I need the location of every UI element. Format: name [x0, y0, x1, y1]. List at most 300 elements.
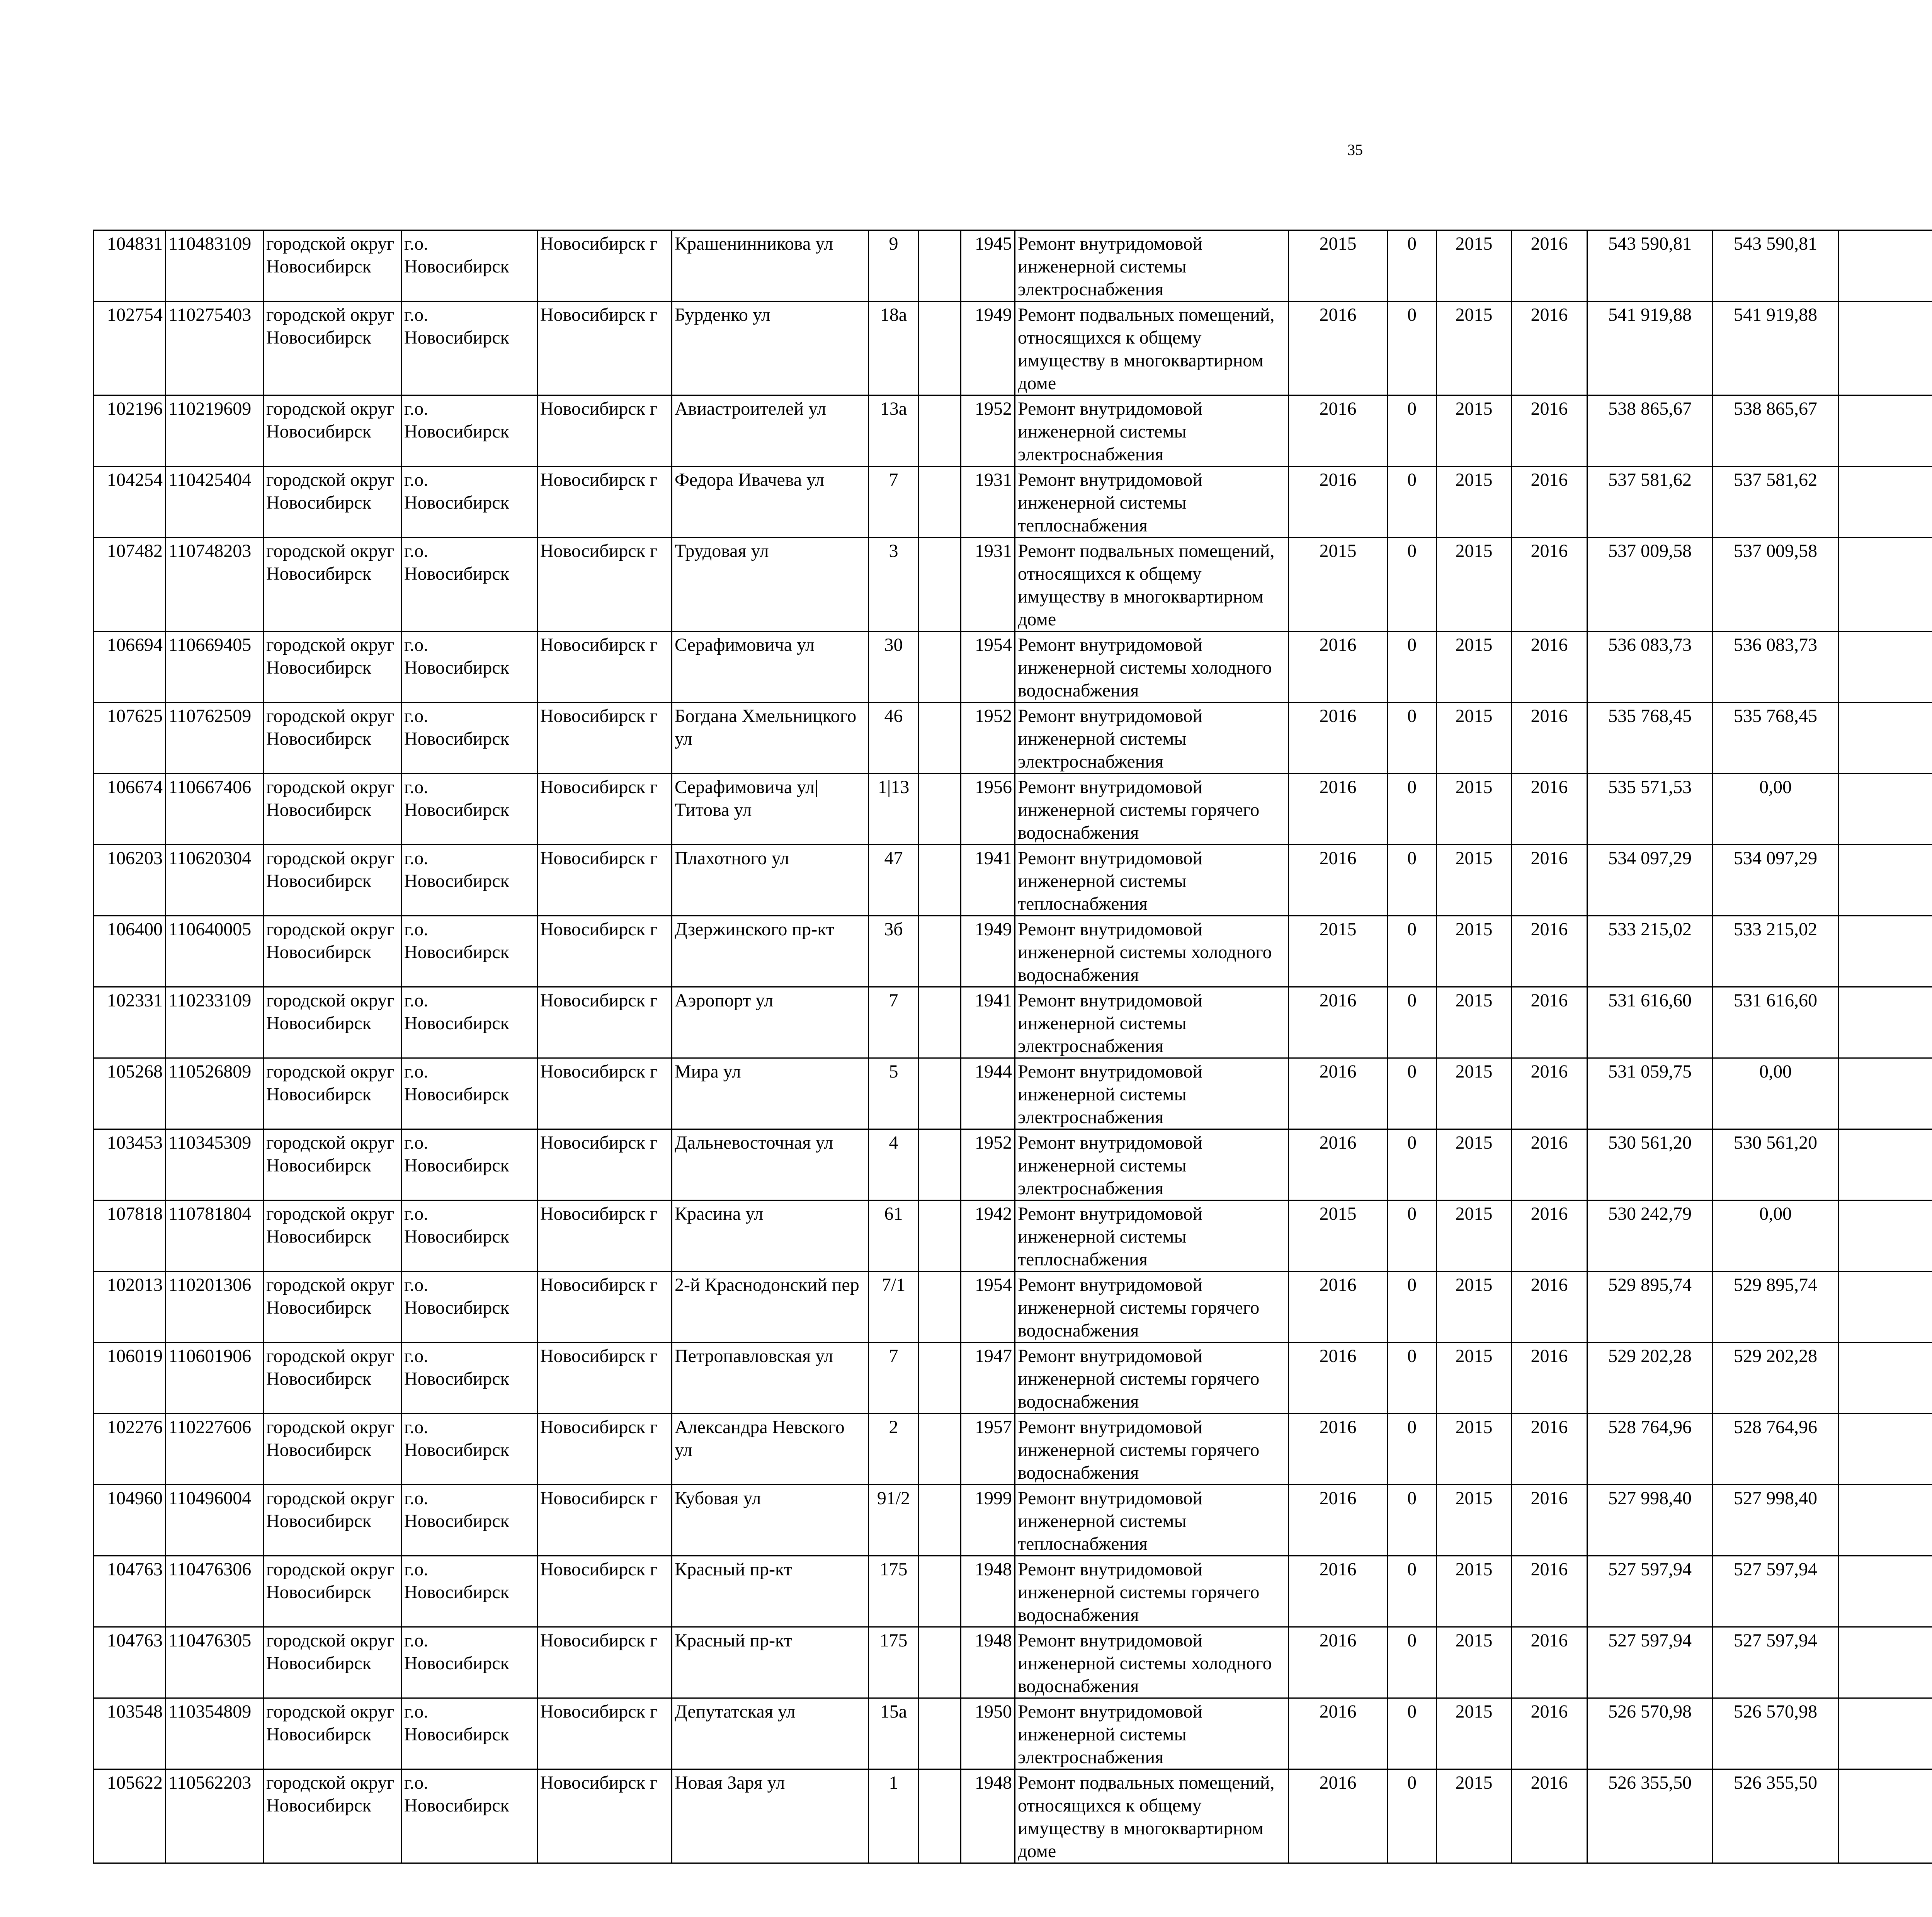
cell-house-id: 103453 [94, 1129, 166, 1200]
cell-house-number: 46 [869, 703, 919, 774]
cell-building-number [919, 1485, 961, 1556]
cell-municipal-district: городской округ Новосибирск [264, 632, 401, 703]
cell-object-id: 110219609 [166, 395, 264, 466]
cell-house-id: 105622 [94, 1769, 166, 1863]
cell-start-year: 2015 [1437, 1698, 1512, 1769]
cell-fund-cost: 533 215,02 [1713, 916, 1838, 987]
cell-house-id: 106694 [94, 632, 166, 703]
cell-street: Серафимовича ул|Титова ул [672, 774, 869, 845]
cell-fund-cost: 530 561,20 [1713, 1129, 1838, 1200]
cell-plan-year: 2016 [1289, 301, 1388, 395]
cell-house-id: 104763 [94, 1627, 166, 1698]
cell-total-cost: 528 764,96 [1587, 1414, 1713, 1485]
table-row [94, 1556, 1932, 1627]
cell-cost-flag: 0 [1388, 1556, 1437, 1627]
cell-plan-year: 2015 [1289, 1200, 1388, 1272]
cell-house-id: 104763 [94, 1556, 166, 1627]
cell-work-type: Ремонт внутридомовой инженерной системы холодного водоснабжения [1015, 1627, 1289, 1698]
cell-locality: Новосибирск г [537, 1414, 672, 1485]
cell-end-year: 2016 [1512, 1058, 1587, 1129]
cell-end-year: 2016 [1512, 632, 1587, 703]
cell-house-id: 107625 [94, 703, 166, 774]
cell-municipality: г.о. Новосибирск [401, 1129, 537, 1200]
table-row [94, 1343, 1932, 1414]
cell-locality: Новосибирск г [537, 1627, 672, 1698]
cell-house-number: 2 [869, 1414, 919, 1485]
cell-object-id: 110233109 [166, 987, 264, 1058]
cell-fund-cost: 534 097,29 [1713, 845, 1838, 916]
cell-fund-cost: 541 919,88 [1713, 301, 1838, 395]
cell-building-number [919, 703, 961, 774]
cell-object-id: 110201306 [166, 1272, 264, 1343]
cell-extra-col-16 [1838, 703, 1932, 774]
cell-municipal-district: городской округ Новосибирск [264, 1414, 401, 1485]
cell-municipality: г.о. Новосибирск [401, 774, 537, 845]
cell-street: Кубовая ул [672, 1485, 869, 1556]
cell-house-id: 106674 [94, 774, 166, 845]
cell-municipality: г.о. Новосибирск [401, 1627, 537, 1698]
cell-locality: Новосибирск г [537, 1769, 672, 1863]
cell-locality: Новосибирск г [537, 774, 672, 845]
cell-locality: Новосибирск г [537, 1058, 672, 1129]
cell-plan-year: 2016 [1289, 1343, 1388, 1414]
cell-municipal-district: городской округ Новосибирск [264, 301, 401, 395]
cell-fund-cost: 0,00 [1713, 1200, 1838, 1272]
cell-total-cost: 534 097,29 [1587, 845, 1713, 916]
cell-cost-flag: 0 [1388, 1343, 1437, 1414]
cell-total-cost: 527 597,94 [1587, 1627, 1713, 1698]
page-number: 35 [1347, 141, 1363, 158]
cell-object-id: 110762509 [166, 703, 264, 774]
cell-house-id: 105268 [94, 1058, 166, 1129]
cell-locality: Новосибирск г [537, 1698, 672, 1769]
cell-commission-year: 1948 [961, 1556, 1015, 1627]
cell-street: Мира ул [672, 1058, 869, 1129]
cell-end-year: 2016 [1512, 1414, 1587, 1485]
table-row [94, 1769, 1932, 1863]
cell-work-type: Ремонт внутридомовой инженерной системы электроснабжения [1015, 1129, 1289, 1200]
cell-house-id: 102196 [94, 395, 166, 466]
cell-extra-col-16 [1838, 916, 1932, 987]
cell-locality: Новосибирск г [537, 1200, 672, 1272]
cell-cost-flag: 0 [1388, 1769, 1437, 1863]
cell-cost-flag: 0 [1388, 1200, 1437, 1272]
cell-house-id: 104254 [94, 466, 166, 538]
cell-plan-year: 2016 [1289, 1769, 1388, 1863]
cell-municipality: г.о. Новосибирск [401, 395, 537, 466]
cell-building-number [919, 1556, 961, 1627]
cell-municipal-district: городской округ Новосибирск [264, 1129, 401, 1200]
cell-municipality: г.о. Новосибирск [401, 632, 537, 703]
cell-work-type: Ремонт подвальных помещений, относящихся к общему имуществу в многоквартирном доме [1015, 538, 1289, 632]
cell-cost-flag: 0 [1388, 1627, 1437, 1698]
cell-street: Новая Заря ул [672, 1769, 869, 1863]
cell-plan-year: 2016 [1289, 1414, 1388, 1485]
cell-commission-year: 1950 [961, 1698, 1015, 1769]
cell-total-cost: 531 059,75 [1587, 1058, 1713, 1129]
cell-locality: Новосибирск г [537, 1272, 672, 1343]
cell-total-cost: 537 009,58 [1587, 538, 1713, 632]
cell-street: Трудовая ул [672, 538, 869, 632]
cell-total-cost: 526 355,50 [1587, 1769, 1713, 1863]
cell-fund-cost: 526 570,98 [1713, 1698, 1838, 1769]
cell-house-number: 175 [869, 1556, 919, 1627]
table-row [94, 774, 1932, 845]
cell-end-year: 2016 [1512, 538, 1587, 632]
cell-plan-year: 2016 [1289, 1556, 1388, 1627]
cell-work-type: Ремонт подвальных помещений, относящихся к общему имуществу в многоквартирном доме [1015, 301, 1289, 395]
cell-total-cost: 543 590,81 [1587, 230, 1713, 301]
cell-total-cost: 535 768,45 [1587, 703, 1713, 774]
cell-fund-cost: 527 597,94 [1713, 1556, 1838, 1627]
cell-object-id: 110667406 [166, 774, 264, 845]
cell-municipal-district: городской округ Новосибирск [264, 774, 401, 845]
cell-object-id: 110345309 [166, 1129, 264, 1200]
cell-total-cost: 535 571,53 [1587, 774, 1713, 845]
cell-total-cost: 526 570,98 [1587, 1698, 1713, 1769]
cell-municipality: г.о. Новосибирск [401, 1343, 537, 1414]
cell-object-id: 110620304 [166, 845, 264, 916]
cell-locality: Новосибирск г [537, 1556, 672, 1627]
cell-work-type: Ремонт внутридомовой инженерной системы электроснабжения [1015, 230, 1289, 301]
cell-municipality: г.о. Новосибирск [401, 1272, 537, 1343]
cell-object-id: 110601906 [166, 1343, 264, 1414]
cell-municipality: г.о. Новосибирск [401, 466, 537, 538]
cell-house-number: 1|13 [869, 774, 919, 845]
cell-street: 2-й Краснодонский пер [672, 1272, 869, 1343]
cell-street: Депутатская ул [672, 1698, 869, 1769]
cell-total-cost: 536 083,73 [1587, 632, 1713, 703]
cell-cost-flag: 0 [1388, 1485, 1437, 1556]
cell-municipal-district: городской округ Новосибирск [264, 1698, 401, 1769]
cell-municipal-district: городской округ Новосибирск [264, 1556, 401, 1627]
cell-fund-cost: 529 202,28 [1713, 1343, 1838, 1414]
table-row [94, 632, 1932, 703]
cell-commission-year: 1952 [961, 395, 1015, 466]
cell-municipal-district: городской округ Новосибирск [264, 1627, 401, 1698]
table-row [94, 538, 1932, 632]
cell-cost-flag: 0 [1388, 538, 1437, 632]
cell-fund-cost: 527 998,40 [1713, 1485, 1838, 1556]
cell-building-number [919, 845, 961, 916]
cell-extra-col-16 [1838, 1556, 1932, 1627]
cell-building-number [919, 1414, 961, 1485]
cell-locality: Новосибирск г [537, 395, 672, 466]
cell-house-id: 103548 [94, 1698, 166, 1769]
cell-street: Богдана Хмельницкого ул [672, 703, 869, 774]
cell-plan-year: 2016 [1289, 845, 1388, 916]
cell-work-type: Ремонт внутридомовой инженерной системы электроснабжения [1015, 395, 1289, 466]
cell-street: Александра Невского ул [672, 1414, 869, 1485]
cell-municipal-district: городской округ Новосибирск [264, 1343, 401, 1414]
cell-extra-col-16 [1838, 466, 1932, 538]
cell-commission-year: 1956 [961, 774, 1015, 845]
cell-commission-year: 1941 [961, 987, 1015, 1058]
cell-municipal-district: городской округ Новосибирск [264, 1272, 401, 1343]
cell-work-type: Ремонт внутридомовой инженерной системы холодного водоснабжения [1015, 632, 1289, 703]
cell-plan-year: 2015 [1289, 230, 1388, 301]
cell-street: Дзержинского пр-кт [672, 916, 869, 987]
cell-plan-year: 2016 [1289, 1485, 1388, 1556]
cell-building-number [919, 1129, 961, 1200]
cell-total-cost: 537 581,62 [1587, 466, 1713, 538]
cell-cost-flag: 0 [1388, 1698, 1437, 1769]
cell-building-number [919, 301, 961, 395]
cell-municipality: г.о. Новосибирск [401, 538, 537, 632]
cell-extra-col-16 [1838, 1769, 1932, 1863]
cell-building-number [919, 1272, 961, 1343]
cell-house-number: 47 [869, 845, 919, 916]
cell-plan-year: 2016 [1289, 1129, 1388, 1200]
cell-work-type: Ремонт внутридомовой инженерной системы горячего водоснабжения [1015, 1272, 1289, 1343]
cell-object-id: 110526809 [166, 1058, 264, 1129]
cell-locality: Новосибирск г [537, 845, 672, 916]
cell-house-id: 106203 [94, 845, 166, 916]
cell-work-type: Ремонт внутридомовой инженерной системы электроснабжения [1015, 1698, 1289, 1769]
cell-start-year: 2015 [1437, 632, 1512, 703]
cell-extra-col-16 [1838, 230, 1932, 301]
cell-start-year: 2015 [1437, 774, 1512, 845]
cell-extra-col-16 [1838, 632, 1932, 703]
cell-work-type: Ремонт внутридомовой инженерной системы горячего водоснабжения [1015, 1343, 1289, 1414]
table-row [94, 301, 1932, 395]
cell-fund-cost: 0,00 [1713, 1058, 1838, 1129]
cell-extra-col-16 [1838, 1058, 1932, 1129]
table-row [94, 1200, 1932, 1272]
cell-locality: Новосибирск г [537, 1129, 672, 1200]
table-row [94, 1414, 1932, 1485]
cell-extra-col-16 [1838, 1129, 1932, 1200]
cell-commission-year: 1954 [961, 632, 1015, 703]
cell-municipal-district: городской округ Новосибирск [264, 395, 401, 466]
cell-object-id: 110425404 [166, 466, 264, 538]
cell-end-year: 2016 [1512, 916, 1587, 987]
cell-end-year: 2016 [1512, 1485, 1587, 1556]
cell-fund-cost: 538 865,67 [1713, 395, 1838, 466]
cell-total-cost: 527 998,40 [1587, 1485, 1713, 1556]
cell-municipality: г.о. Новосибирск [401, 1698, 537, 1769]
cell-end-year: 2016 [1512, 1272, 1587, 1343]
cell-commission-year: 1954 [961, 1272, 1015, 1343]
cell-street: Плахотного ул [672, 845, 869, 916]
cell-start-year: 2015 [1437, 395, 1512, 466]
cell-total-cost: 529 895,74 [1587, 1272, 1713, 1343]
cell-end-year: 2016 [1512, 1556, 1587, 1627]
cell-start-year: 2015 [1437, 1058, 1512, 1129]
cell-total-cost: 541 919,88 [1587, 301, 1713, 395]
cell-work-type: Ремонт подвальных помещений, относящихся к общему имуществу в многоквартирном доме [1015, 1769, 1289, 1863]
cell-building-number [919, 1200, 961, 1272]
cell-house-number: 7/1 [869, 1272, 919, 1343]
cell-municipality: г.о. Новосибирск [401, 230, 537, 301]
cell-extra-col-16 [1838, 538, 1932, 632]
cell-commission-year: 1957 [961, 1414, 1015, 1485]
cell-start-year: 2015 [1437, 703, 1512, 774]
cell-fund-cost: 526 355,50 [1713, 1769, 1838, 1863]
cell-plan-year: 2016 [1289, 987, 1388, 1058]
cell-commission-year: 1949 [961, 916, 1015, 987]
cell-end-year: 2016 [1512, 845, 1587, 916]
cell-work-type: Ремонт внутридомовой инженерной системы теплоснабжения [1015, 466, 1289, 538]
repair-program-table [93, 230, 1932, 1864]
cell-locality: Новосибирск г [537, 230, 672, 301]
cell-municipality: г.о. Новосибирск [401, 1200, 537, 1272]
cell-commission-year: 1947 [961, 1343, 1015, 1414]
cell-start-year: 2015 [1437, 301, 1512, 395]
table-row [94, 987, 1932, 1058]
cell-fund-cost: 527 597,94 [1713, 1627, 1838, 1698]
cell-municipal-district: городской округ Новосибирск [264, 230, 401, 301]
cell-fund-cost: 543 590,81 [1713, 230, 1838, 301]
cell-extra-col-16 [1838, 1272, 1932, 1343]
cell-house-id: 106019 [94, 1343, 166, 1414]
cell-municipal-district: городской округ Новосибирск [264, 916, 401, 987]
cell-commission-year: 1931 [961, 466, 1015, 538]
cell-fund-cost: 529 895,74 [1713, 1272, 1838, 1343]
cell-building-number [919, 395, 961, 466]
cell-municipality: г.о. Новосибирск [401, 987, 537, 1058]
cell-municipal-district: городской округ Новосибирск [264, 703, 401, 774]
cell-fund-cost: 537 581,62 [1713, 466, 1838, 538]
cell-locality: Новосибирск г [537, 632, 672, 703]
cell-street: Красный пр-кт [672, 1556, 869, 1627]
cell-cost-flag: 0 [1388, 987, 1437, 1058]
cell-cost-flag: 0 [1388, 916, 1437, 987]
cell-house-id: 104831 [94, 230, 166, 301]
cell-start-year: 2015 [1437, 845, 1512, 916]
cell-building-number [919, 1698, 961, 1769]
cell-house-id: 104960 [94, 1485, 166, 1556]
cell-end-year: 2016 [1512, 774, 1587, 845]
cell-locality: Новосибирск г [537, 1343, 672, 1414]
table-row [94, 1485, 1932, 1556]
cell-fund-cost: 537 009,58 [1713, 538, 1838, 632]
cell-object-id: 110669405 [166, 632, 264, 703]
cell-extra-col-16 [1838, 1627, 1932, 1698]
cell-building-number [919, 466, 961, 538]
table-row [94, 1272, 1932, 1343]
cell-commission-year: 1948 [961, 1627, 1015, 1698]
cell-street: Дальневосточная ул [672, 1129, 869, 1200]
cell-object-id: 110562203 [166, 1769, 264, 1863]
cell-house-number: 7 [869, 466, 919, 538]
cell-house-id: 107818 [94, 1200, 166, 1272]
cell-house-number: 15а [869, 1698, 919, 1769]
cell-extra-col-16 [1838, 1343, 1932, 1414]
cell-end-year: 2016 [1512, 987, 1587, 1058]
cell-house-number: 4 [869, 1129, 919, 1200]
cell-municipality: г.о. Новосибирск [401, 1414, 537, 1485]
cell-municipal-district: городской округ Новосибирск [264, 1769, 401, 1863]
cell-cost-flag: 0 [1388, 1272, 1437, 1343]
table-row [94, 845, 1932, 916]
cell-municipality: г.о. Новосибирск [401, 1769, 537, 1863]
cell-municipal-district: городской округ Новосибирск [264, 987, 401, 1058]
cell-extra-col-16 [1838, 845, 1932, 916]
cell-total-cost: 531 616,60 [1587, 987, 1713, 1058]
cell-work-type: Ремонт внутридомовой инженерной системы горячего водоснабжения [1015, 774, 1289, 845]
cell-work-type: Ремонт внутридомовой инженерной системы холодного водоснабжения [1015, 916, 1289, 987]
cell-cost-flag: 0 [1388, 845, 1437, 916]
cell-plan-year: 2016 [1289, 1698, 1388, 1769]
cell-house-number: 1 [869, 1769, 919, 1863]
cell-start-year: 2015 [1437, 466, 1512, 538]
cell-end-year: 2016 [1512, 230, 1587, 301]
cell-cost-flag: 0 [1388, 466, 1437, 538]
cell-cost-flag: 0 [1388, 774, 1437, 845]
cell-street: Красина ул [672, 1200, 869, 1272]
cell-start-year: 2015 [1437, 1414, 1512, 1485]
cell-cost-flag: 0 [1388, 632, 1437, 703]
cell-total-cost: 533 215,02 [1587, 916, 1713, 987]
cell-cost-flag: 0 [1388, 1058, 1437, 1129]
cell-commission-year: 1941 [961, 845, 1015, 916]
table-row [94, 1058, 1932, 1129]
cell-work-type: Ремонт внутридомовой инженерной системы горячего водоснабжения [1015, 1414, 1289, 1485]
cell-plan-year: 2016 [1289, 1272, 1388, 1343]
cell-fund-cost: 0,00 [1713, 774, 1838, 845]
cell-commission-year: 1931 [961, 538, 1015, 632]
cell-object-id: 110640005 [166, 916, 264, 987]
cell-total-cost: 529 202,28 [1587, 1343, 1713, 1414]
cell-building-number [919, 916, 961, 987]
cell-end-year: 2016 [1512, 395, 1587, 466]
cell-start-year: 2015 [1437, 1627, 1512, 1698]
cell-locality: Новосибирск г [537, 466, 672, 538]
cell-street: Серафимовича ул [672, 632, 869, 703]
cell-end-year: 2016 [1512, 301, 1587, 395]
cell-extra-col-16 [1838, 301, 1932, 395]
cell-start-year: 2015 [1437, 1200, 1512, 1272]
cell-work-type: Ремонт внутридомовой инженерной системы теплоснабжения [1015, 845, 1289, 916]
cell-commission-year: 1999 [961, 1485, 1015, 1556]
cell-municipal-district: городской округ Новосибирск [264, 1200, 401, 1272]
cell-municipality: г.о. Новосибирск [401, 1485, 537, 1556]
cell-street: Бурденко ул [672, 301, 869, 395]
cell-plan-year: 2016 [1289, 1058, 1388, 1129]
cell-building-number [919, 230, 961, 301]
cell-locality: Новосибирск г [537, 703, 672, 774]
cell-building-number [919, 1343, 961, 1414]
cell-municipality: г.о. Новосибирск [401, 1058, 537, 1129]
cell-start-year: 2015 [1437, 1272, 1512, 1343]
cell-house-number: 13а [869, 395, 919, 466]
table-row [94, 1129, 1932, 1200]
cell-cost-flag: 0 [1388, 1129, 1437, 1200]
cell-house-id: 102013 [94, 1272, 166, 1343]
cell-municipal-district: городской округ Новосибирск [264, 538, 401, 632]
cell-total-cost: 530 242,79 [1587, 1200, 1713, 1272]
cell-work-type: Ремонт внутридомовой инженерной системы электроснабжения [1015, 987, 1289, 1058]
cell-plan-year: 2016 [1289, 703, 1388, 774]
cell-end-year: 2016 [1512, 703, 1587, 774]
cell-locality: Новосибирск г [537, 1485, 672, 1556]
cell-municipality: г.о. Новосибирск [401, 703, 537, 774]
cell-house-number: 175 [869, 1627, 919, 1698]
cell-municipality: г.о. Новосибирск [401, 1556, 537, 1627]
cell-fund-cost: 531 616,60 [1713, 987, 1838, 1058]
cell-cost-flag: 0 [1388, 230, 1437, 301]
cell-house-id: 102331 [94, 987, 166, 1058]
cell-building-number [919, 1058, 961, 1129]
cell-municipality: г.о. Новосибирск [401, 301, 537, 395]
cell-house-number: 3 [869, 538, 919, 632]
cell-extra-col-16 [1838, 1414, 1932, 1485]
cell-house-number: 7 [869, 987, 919, 1058]
cell-object-id: 110781804 [166, 1200, 264, 1272]
cell-building-number [919, 538, 961, 632]
cell-plan-year: 2016 [1289, 466, 1388, 538]
